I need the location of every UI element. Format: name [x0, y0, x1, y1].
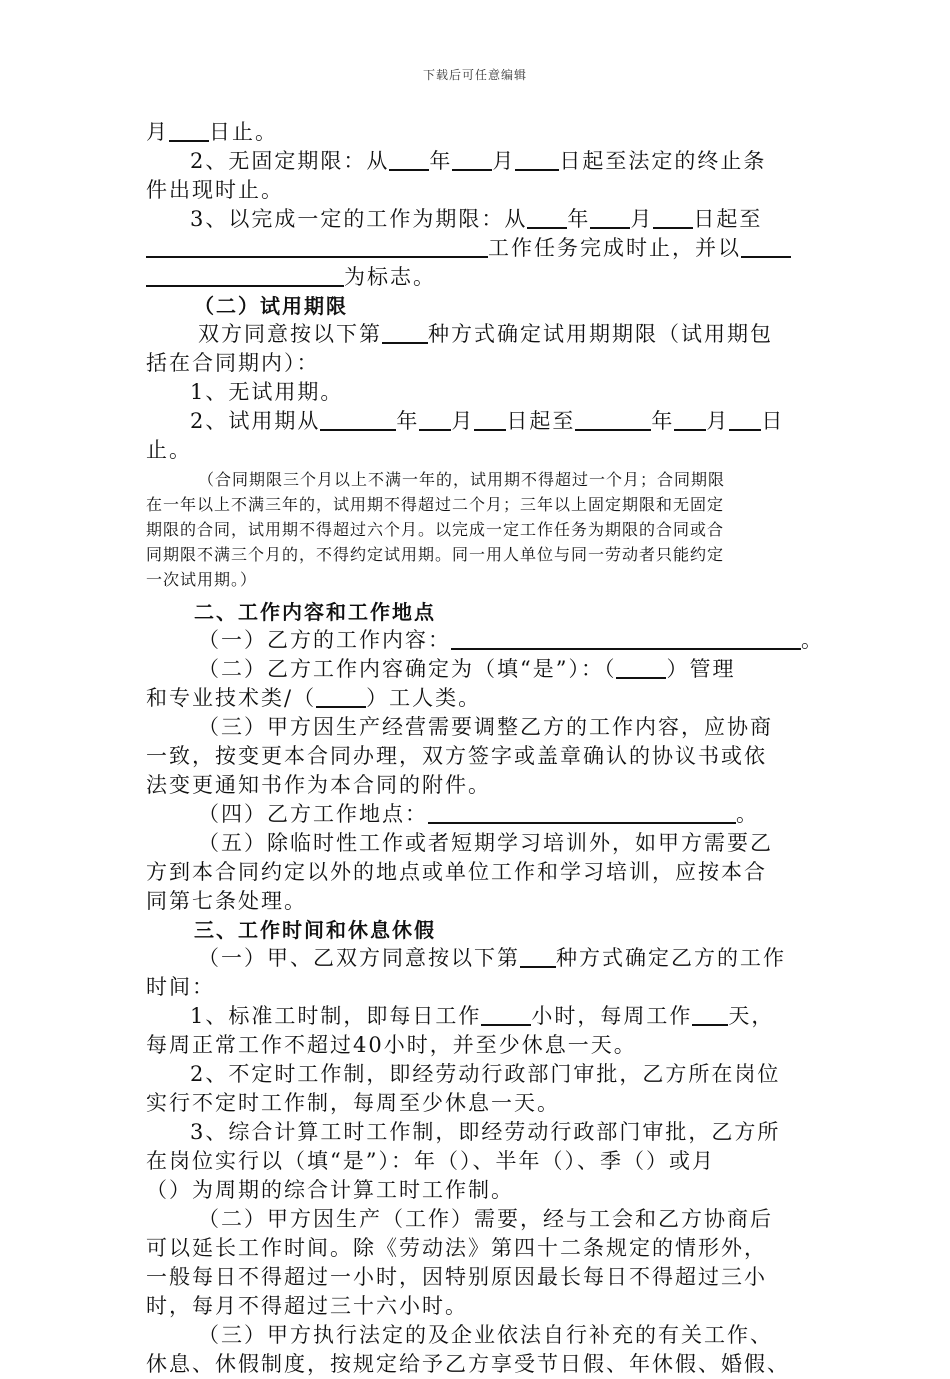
fill-blank[interactable]: [527, 208, 567, 229]
note-line: 同期限不满三个月的，不得约定试用期。同一用人单位与同一劳动者只能约定: [146, 545, 725, 564]
text-line: 1、无试用期。: [190, 380, 344, 404]
fill-blank[interactable]: [741, 237, 791, 258]
text-line: （二）甲方因生产（工作）需要，经与工会和乙方协商后: [198, 1207, 773, 1231]
text-line: 件出现时止。: [146, 178, 284, 202]
fill-blank[interactable]: [692, 1005, 728, 1026]
text-line: 和专业技术类/（ ）工人类。: [146, 686, 482, 710]
fill-blank[interactable]: [451, 629, 801, 650]
text-line: 一般每日不得超过一小时，因特别原因最长每日不得超过三小: [146, 1265, 767, 1289]
text-line: 每周正常工作不超过40小时，并至少休息一天。: [146, 1033, 637, 1057]
fill-blank[interactable]: [316, 687, 366, 708]
text-line: 3、综合计算工时工作制，即经劳动行政部门审批，乙方所: [190, 1120, 781, 1144]
fill-blank[interactable]: [428, 803, 736, 824]
text-line: 可以延长工作时间。除《劳动法》第四十二条规定的情形外，: [146, 1236, 767, 1260]
text-line: 实行不定时工作制，每周至少休息一天。: [146, 1091, 560, 1115]
fill-blank[interactable]: [616, 658, 666, 679]
text-line: 括在合同期内）：: [146, 351, 320, 375]
text-line: 2、不定时工作制，即经劳动行政部门审批，乙方所在岗位: [190, 1062, 781, 1086]
section-heading: 二、工作内容和工作地点: [194, 600, 436, 624]
text-line: 时间：: [146, 975, 215, 999]
note-line: 在一年以上不满三年的，试用期不得超过二个月；三年以上固定期限和无固定: [146, 495, 725, 514]
text-line: （一）甲、乙双方同意按以下第 种方式确定乙方的工作: [198, 946, 786, 970]
text-line: 1、标准工时制，即每日工作 小时，每周工作 天，: [190, 1004, 775, 1028]
text-line: 法变更通知书作为本合同的附件。: [146, 773, 491, 797]
text-line: 工作任务完成时止，并以: [146, 234, 808, 263]
contract-body: [146, 118, 824, 1379]
fill-blank[interactable]: [474, 410, 506, 431]
text-line: 3、以完成一定的工作为期限：从 年 月 日起至: [190, 207, 763, 231]
text-line: 双方同意按以下第 种方式确定试用期期限（试用期包: [198, 322, 773, 346]
fill-blank[interactable]: [146, 266, 344, 287]
fill-blank[interactable]: [382, 323, 428, 344]
fill-blank[interactable]: [520, 947, 556, 968]
text-line: 一致，按变更本合同办理，双方签字或盖章确认的协议书或依: [146, 744, 767, 768]
text-line: 2、试用期从 年 月 日起至 年 月 日: [190, 409, 785, 433]
fill-blank[interactable]: [146, 237, 488, 258]
text-line: 方到本合同约定以外的地点或单位工作和学习培训，应按本合: [146, 860, 767, 884]
text-line: （四）乙方工作地点： 。: [198, 802, 759, 826]
text-line: （三）甲方执行法定的及企业依法自行补充的有关工作、: [198, 1323, 773, 1347]
fill-blank[interactable]: [729, 410, 761, 431]
text-line: 同第七条处理。: [146, 889, 307, 913]
text-line: 为标志。: [146, 263, 808, 292]
fill-blank[interactable]: [653, 208, 693, 229]
probation-note: [146, 467, 808, 592]
fill-blank[interactable]: [515, 150, 559, 171]
text-line: 时，每月不得超过三十六小时。: [146, 1294, 468, 1318]
text-line: （一）乙方的工作内容： 。: [198, 628, 824, 652]
fill-blank[interactable]: [320, 410, 396, 431]
text-line: （二）乙方工作内容确定为（填“是”）：（ ）管理: [198, 657, 736, 681]
fill-blank[interactable]: [169, 121, 209, 142]
text-line: 月 日止。: [146, 120, 278, 144]
fill-blank[interactable]: [389, 150, 429, 171]
fill-blank[interactable]: [674, 410, 706, 431]
note-line: （合同期限三个月以上不满一年的，试用期不得超过一个月；合同期限: [198, 470, 726, 489]
section-subheading: （二）试用期限: [194, 294, 348, 318]
section-heading: 三、工作时间和休息休假: [194, 918, 436, 942]
page-header: 下载后可任意编辑: [422, 68, 527, 82]
text-line: （）为周期的综合计算工时工作制。: [146, 1178, 514, 1202]
fill-blank[interactable]: [481, 1005, 531, 1026]
text-line: （三）甲方因生产经营需要调整乙方的工作内容，应协商: [198, 715, 773, 739]
text-line: 休息、休假制度，按规定给予乙方享受节日假、年休假、婚假、: [146, 1352, 790, 1376]
text-line: 止。: [146, 438, 192, 462]
fill-blank[interactable]: [419, 410, 451, 431]
text-line: （五）除临时性工作或者短期学习培训外，如甲方需要乙: [198, 831, 773, 855]
fill-blank[interactable]: [575, 410, 651, 431]
text-line: 在岗位实行以（填“是”）：年（）、半年（）、季（）或月: [146, 1149, 715, 1173]
fill-blank[interactable]: [590, 208, 630, 229]
text-line: 2、无固定期限：从 年 月 日起至法定的终止条: [190, 149, 767, 173]
note-line: 期限的合同，试用期不得超过六个月。以完成一定工作任务为期限的合同或合: [146, 520, 725, 539]
fill-blank[interactable]: [452, 150, 492, 171]
note-line: 一次试用期。）: [146, 570, 258, 589]
